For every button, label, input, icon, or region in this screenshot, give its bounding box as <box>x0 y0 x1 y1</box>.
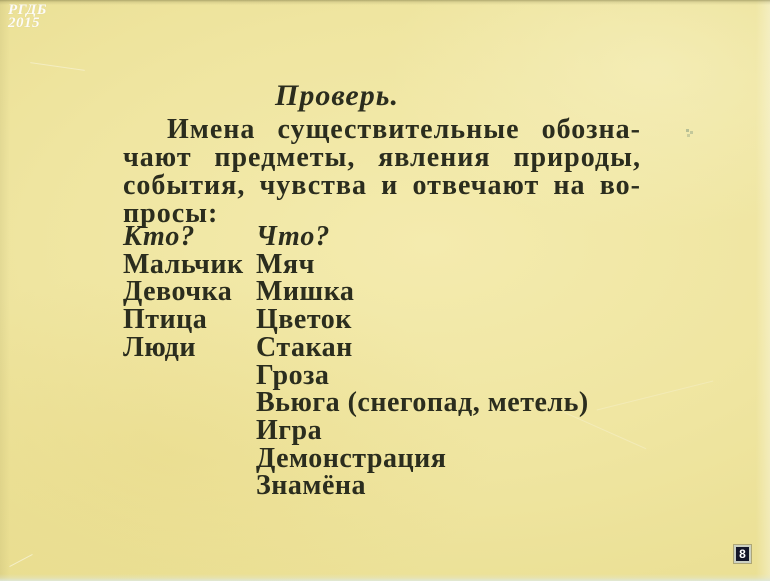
column-what <box>256 223 589 500</box>
word: на <box>553 170 586 201</box>
paragraph-line-2 <box>123 142 641 173</box>
list-item: Девочка <box>123 276 233 308</box>
list-item: Мальчик <box>123 248 244 280</box>
film-scratch <box>30 62 85 71</box>
word: природы, <box>513 142 641 173</box>
word: во- <box>599 170 641 201</box>
list-item: Цветок <box>256 304 352 336</box>
word: обозна- <box>541 114 641 145</box>
word: явления <box>378 142 491 173</box>
word: чувства <box>259 170 368 201</box>
paragraph-line-3 <box>123 170 641 201</box>
column-who <box>123 223 244 362</box>
column-what-header: Что? <box>256 221 331 252</box>
word: предметы, <box>214 142 356 173</box>
paragraph-line-1 <box>123 114 641 145</box>
list-item: Стакан <box>256 331 353 363</box>
list-item: Мяч <box>256 248 315 280</box>
film-scratch <box>597 380 714 410</box>
word: чают <box>123 142 192 173</box>
word: существительные <box>277 114 520 145</box>
word: просы: <box>123 198 219 229</box>
paragraph-line-4 <box>123 198 641 229</box>
column-who-header: Кто? <box>123 221 196 252</box>
slide-title: Проверь. <box>275 79 399 112</box>
film-scratch <box>9 554 32 567</box>
word: Имена <box>167 114 256 145</box>
film-speck <box>686 129 689 132</box>
list-item: Игра <box>256 414 323 446</box>
word: события, <box>123 170 246 201</box>
list-item: Вьюга (снегопад, метель) <box>256 387 589 419</box>
list-item: Знамёна <box>256 470 367 502</box>
list-item: Гроза <box>256 359 330 391</box>
list-item: Люди <box>123 331 196 363</box>
word: и <box>381 170 399 201</box>
frame-number-badge: 8 <box>734 545 751 563</box>
watermark <box>8 4 47 30</box>
watermark-line2: 2015 <box>8 15 40 31</box>
list-item: Демонстрация <box>256 442 447 474</box>
intro-paragraph <box>123 114 641 229</box>
list-item: Птица <box>123 304 208 336</box>
word: отвечают <box>412 170 540 201</box>
watermark-line1: РГДБ <box>8 2 47 18</box>
list-item: Мишка <box>256 276 355 308</box>
